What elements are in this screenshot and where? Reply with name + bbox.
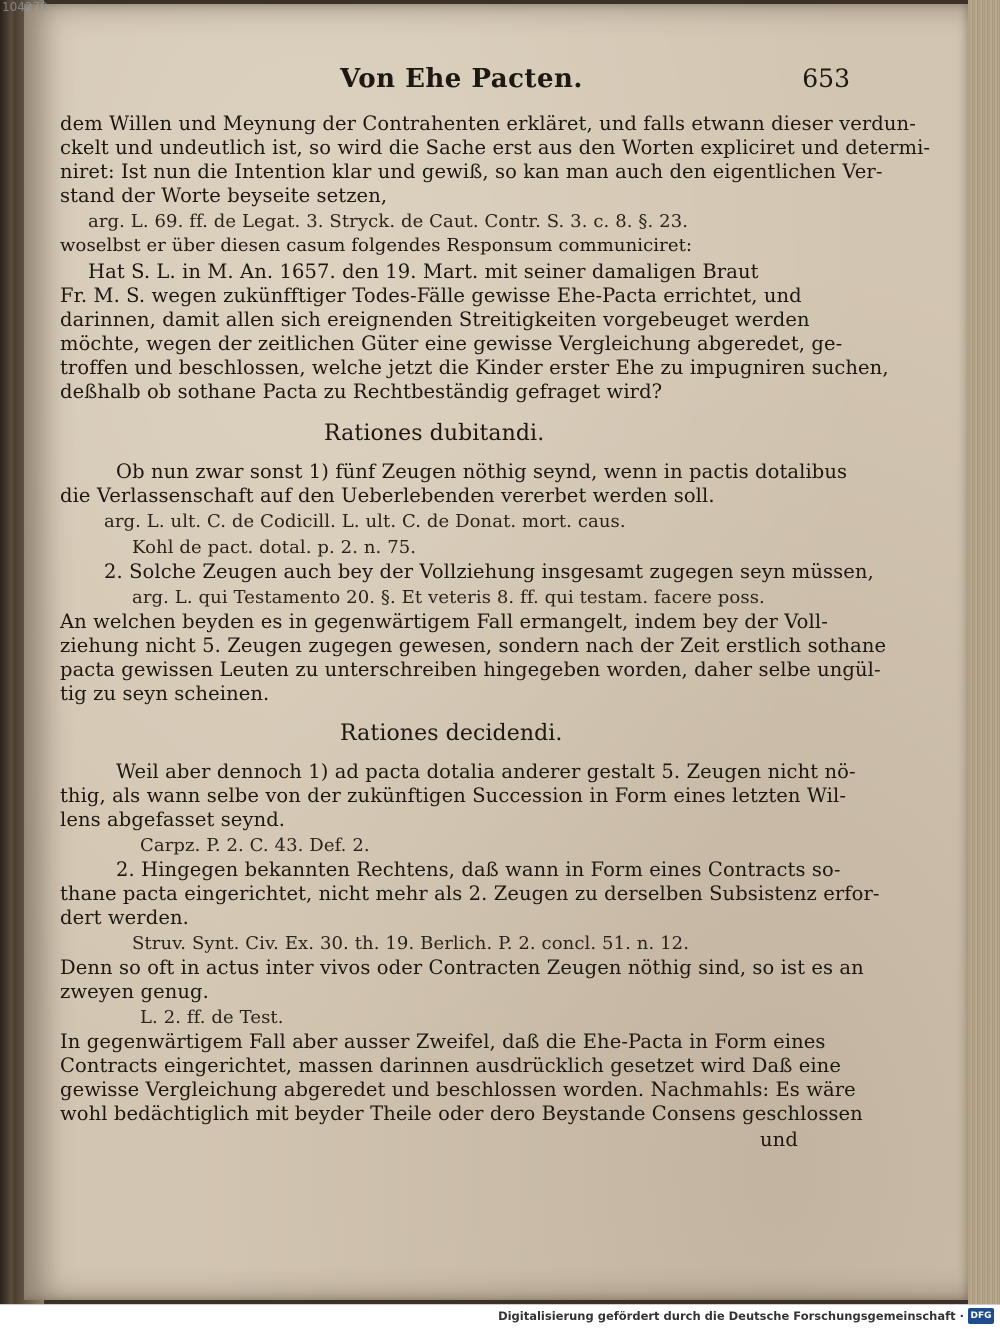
- text-line: ckelt und undeutlich ist, so wird die Sache erst aus den Worten expliciret und determi-: [60, 136, 931, 159]
- page-stack-edge: [968, 0, 1000, 1304]
- text-line: möchte, wegen der zeitlichen Güter eine gewisse Vergleichung abgeredet, ge-: [60, 332, 843, 355]
- text-line: stand der Worte beyseite setzen,: [60, 184, 388, 207]
- citation-line: arg. L. ult. C. de Codicill. L. ult. C. de Donat. mort. caus.: [104, 511, 626, 532]
- text-line: woselbst er über diesen casum folgendes Responsum communiciret:: [60, 235, 693, 256]
- text-line: dert werden.: [60, 906, 189, 929]
- text-line: Contracts eingerichtet, massen darinnen ausdrücklich gesetzet wird Daß eine: [60, 1054, 841, 1077]
- dfg-logo-icon: DFG: [968, 1308, 994, 1324]
- text-line: An welchen beyden es in gegenwärtigem Fall ermangelt, indem bey der Voll-: [60, 610, 828, 633]
- text-line: niret: Ist nun die Intention klar und gewiß, so kan man auch den eigentlichen Ver-: [60, 160, 883, 183]
- text-line: tig zu seyn scheinen.: [60, 682, 270, 705]
- text-line: lens abgefasset seynd.: [60, 808, 286, 831]
- text-line: Ob nun zwar sonst 1) fünf Zeugen nöthig seynd, wenn in pactis dotalibus: [116, 460, 848, 483]
- section-heading: Rationes dubitandi.: [324, 421, 545, 446]
- text-line: Denn so oft in actus inter vivos oder Contracten Zeugen nöthig sind, so ist es an: [60, 956, 864, 979]
- text-line: In gegenwärtigem Fall aber ausser Zweifel, daß die Ehe-Pacta in Form eines: [60, 1030, 826, 1053]
- funding-credit: Digitalisierung gefördert durch die Deutsche Forschungsgemeinschaft ·: [498, 1309, 964, 1323]
- running-title: Von Ehe Pacten.: [340, 64, 583, 94]
- text-line: darinnen, damit allen sich ereignenden Streitigkeiten vorgebeuget werden: [60, 308, 810, 331]
- citation-line: Carpz. P. 2. C. 43. Def. 2.: [140, 835, 370, 856]
- catchword: und: [760, 1128, 798, 1151]
- text-line: deßhalb ob sothane Pacta zu Rechtbeständig gefraget wird?: [60, 380, 663, 403]
- text-line: 2. Solche Zeugen auch bey der Vollziehung insgesamt zugegen seyn müssen,: [104, 560, 874, 583]
- citation-line: arg. L. qui Testamento 20. §. Et veteris 8. ff. qui testam. facere poss.: [132, 587, 765, 608]
- text-line: zweyen genug.: [60, 980, 209, 1003]
- text-line: Weil aber dennoch 1) ad pacta dotalia anderer gestalt 5. Zeugen nicht nö-: [116, 760, 856, 783]
- text-line: die Verlassenschaft auf den Ueberlebenden vererbet werden soll.: [60, 484, 715, 507]
- text-line: ziehung nicht 5. Zeugen zugegen gewesen, sondern nach der Zeit erstlich sothane: [60, 634, 887, 657]
- text-line: gewisse Vergleichung abgeredet und beschlossen worden. Nachmahls: Es wäre: [60, 1078, 856, 1101]
- shelf-mark: 104270: [2, 0, 48, 14]
- text-line: thig, als wann selbe von der zukünftigen Succession in Form eines letzten Wil-: [60, 784, 847, 807]
- text-line: dem Willen und Meynung der Contrahenten erkläret, und falls etwann dieser verdun-: [60, 112, 916, 135]
- page-number: 653: [802, 64, 850, 93]
- section-heading: Rationes decidendi.: [340, 721, 563, 746]
- citation-line: Struv. Synt. Civ. Ex. 30. th. 19. Berlich. P. 2. concl. 51. n. 12.: [132, 933, 690, 954]
- text-line: thane pacta eingerichtet, nicht mehr als 2. Zeugen zu derselben Subsistenz erfor-: [60, 882, 880, 905]
- text-line: Hat S. L. in M. An. 1657. den 19. Mart. mit seiner damaligen Braut: [88, 260, 759, 283]
- text-line: 2. Hingegen bekannten Rechtens, daß wann in Form eines Contracts so-: [116, 858, 841, 881]
- citation-line: arg. L. 69. ff. de Legat. 3. Stryck. de Caut. Contr. S. 3. c. 8. §. 23.: [88, 211, 689, 232]
- citation-line: L. 2. ff. de Test.: [140, 1007, 284, 1028]
- text-line: Fr. M. S. wegen zukünfftiger Todes-Fälle gewisse Ehe-Pacta errichtet, und: [60, 284, 802, 307]
- digitization-footer: [0, 1304, 1000, 1329]
- text-line: pacta gewissen Leuten zu unterschreiben hingegeben worden, daher selbe ungül-: [60, 658, 881, 681]
- text-line: wohl bedächtiglich mit beyder Theile oder dero Beystande Consens geschlossen: [60, 1102, 863, 1125]
- text-line: troffen und beschlossen, welche jetzt die Kinder erster Ehe zu impugniren suchen,: [60, 356, 889, 379]
- running-head: [60, 64, 850, 104]
- citation-line: Kohl de pact. dotal. p. 2. n. 75.: [132, 537, 417, 558]
